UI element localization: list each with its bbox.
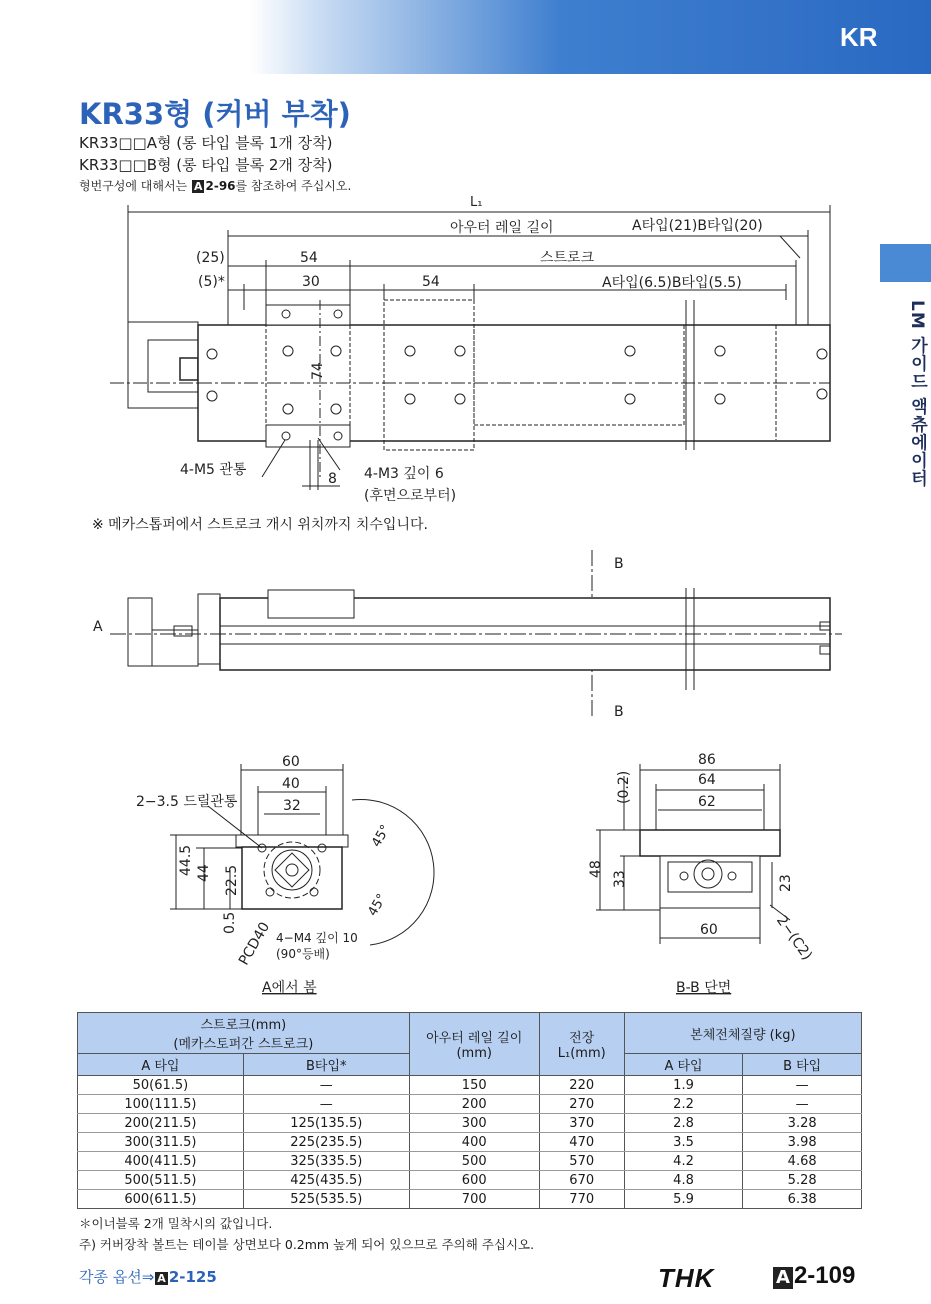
spec-table (77, 1012, 862, 1209)
table-cell: 150 (409, 1076, 539, 1095)
table-cell: 770 (539, 1190, 624, 1209)
table-cell: 200 (409, 1095, 539, 1114)
th-rail-label: 아우터 레일 길이 (426, 1031, 523, 1046)
table-cell: 670 (539, 1171, 624, 1190)
table-row (78, 1114, 862, 1133)
table-cell: 600 (409, 1171, 539, 1190)
subtitle-a: KR33□□A형 (롱 타입 블록 1개 장착) (79, 134, 333, 152)
dim-b-60: 60 (700, 922, 718, 938)
table-cell: — (243, 1095, 409, 1114)
label-m3: 4-M3 깊이 6 (364, 466, 444, 482)
dim-a-0-5: 0.5 (222, 911, 238, 934)
dim-b-48: 48 (588, 860, 604, 878)
table-cell: 300(311.5) (78, 1133, 244, 1152)
page-number (772, 1262, 855, 1290)
caption-view-b: B-B 단면 (676, 980, 732, 996)
table-cell: 600(611.5) (78, 1190, 244, 1209)
th-a-type: A 타입 (78, 1054, 244, 1076)
table-cell: 470 (539, 1133, 624, 1152)
dim-b-0-2: (0.2) (616, 770, 632, 804)
table-cell: 270 (539, 1095, 624, 1114)
table-row (78, 1171, 862, 1190)
table-cell: 500 (409, 1152, 539, 1171)
ref-suffix: 를 참조하여 주십시오. (235, 179, 352, 193)
page-title: KR33형 (커버 부착) (79, 97, 351, 131)
side-index-label[interactable]: LM 가이드 액츄에이터 (907, 300, 927, 488)
dim-b-86: 86 (698, 752, 716, 768)
table-cell: 50(61.5) (78, 1076, 244, 1095)
dim-a-32: 32 (283, 798, 301, 814)
dim-b-64: 64 (698, 772, 716, 788)
section-a-mark: A (93, 619, 103, 635)
dim-stroke: 스트로크 (540, 250, 595, 266)
th-stroke (78, 1013, 410, 1054)
dim-a-22-5: 22.5 (224, 864, 240, 896)
table-cell: 400(411.5) (78, 1152, 244, 1171)
table-cell: 225(235.5) (243, 1133, 409, 1152)
th-length (539, 1013, 624, 1076)
table-cell: 6.38 (743, 1190, 862, 1209)
table-cell: 100(111.5) (78, 1095, 244, 1114)
label-c2: 2−(C2) (772, 912, 815, 964)
dim-outer-rail: 아우터 레일 길이 (450, 220, 554, 236)
table-cell: 300 (409, 1114, 539, 1133)
dim-b-33: 33 (612, 870, 628, 888)
label-m4-sub: (90°등배) (276, 947, 330, 961)
dim-b-62: 62 (698, 794, 716, 810)
section-tab[interactable]: KR (840, 22, 878, 52)
table-cell: 525(535.5) (243, 1190, 409, 1209)
th-mass-b: B 타입 (743, 1054, 862, 1076)
th-length-label: 전장 (569, 1031, 595, 1046)
label-m5: 4-M5 관통 (180, 462, 247, 478)
table-row (78, 1076, 862, 1095)
ref-badge: A (193, 180, 203, 193)
th-mass-a: A 타입 (624, 1054, 743, 1076)
th-stroke-sub: (메카스토퍼간 스트로크) (173, 1037, 314, 1052)
table-cell: 2.2 (624, 1095, 743, 1114)
table-cell: 500(511.5) (78, 1171, 244, 1190)
table-cell: 5.9 (624, 1190, 743, 1209)
ref-prefix: 형번구성에 대해서는 (79, 179, 191, 193)
dim-30: 30 (302, 274, 320, 290)
table-cell: 4.2 (624, 1152, 743, 1171)
dim-54b: 54 (422, 274, 440, 290)
angle-45-top: 45° (369, 822, 394, 850)
table-row (78, 1095, 862, 1114)
label-pcd40: PCD40 (235, 919, 274, 969)
dim-a-44: 44 (196, 864, 212, 882)
page-number-text: 2-109 (793, 1262, 856, 1289)
table-cell: 3.5 (624, 1133, 743, 1152)
subtitle-b: KR33□□B형 (롱 타입 블록 2개 장착) (79, 156, 333, 174)
table-cell: — (743, 1076, 862, 1095)
table-cell: — (743, 1095, 862, 1114)
table-cell: — (243, 1076, 409, 1095)
options-ref[interactable]: 2-125 (168, 1268, 217, 1286)
dim-b-23: 23 (778, 874, 794, 892)
label-m3-sub: (후면으로부터) (364, 488, 457, 504)
dim-74: 74 (310, 362, 326, 380)
table-row (78, 1190, 862, 1209)
table-cell: 425(435.5) (243, 1171, 409, 1190)
table-cell: 125(135.5) (243, 1114, 409, 1133)
angle-45-bottom: 45° (365, 891, 390, 919)
dim-ab-21-20: A타입(21)B타입(20) (632, 218, 763, 234)
th-rail-unit: (mm) (456, 1046, 492, 1061)
dim-8: 8 (328, 471, 337, 487)
table-cell: 370 (539, 1114, 624, 1133)
options-link[interactable] (79, 1266, 217, 1287)
label-drill: 2−3.5 드릴관통 (136, 794, 238, 810)
table-row (78, 1133, 862, 1152)
table-cell: 400 (409, 1133, 539, 1152)
spec-table-body (78, 1076, 862, 1209)
footnote-2: 주) 커버장착 볼트는 테이블 상면보다 0.2mm 높게 되어 있으므로 주의해 주십시오. (79, 1237, 535, 1252)
table-row (78, 1152, 862, 1171)
th-b-type: B타입* (243, 1054, 409, 1076)
dim-L1: L₁ (470, 195, 483, 210)
dim-ab-65-55: A타입(6.5)B타입(5.5) (602, 275, 742, 291)
table-cell: 3.98 (743, 1133, 862, 1152)
table-cell: 4.8 (624, 1171, 743, 1190)
page-badge: A (773, 1267, 793, 1289)
dim-5: (5)* (198, 274, 225, 290)
table-cell: 2.8 (624, 1114, 743, 1133)
dim-a-40: 40 (282, 776, 300, 792)
table-cell: 4.68 (743, 1152, 862, 1171)
table-cell: 220 (539, 1076, 624, 1095)
table-cell: 5.28 (743, 1171, 862, 1190)
table-cell: 200(211.5) (78, 1114, 244, 1133)
dim-a-60: 60 (282, 754, 300, 770)
dim-a-44-5: 44.5 (178, 844, 194, 876)
section-b-mark-top: B (614, 556, 624, 572)
thk-logo: THK (658, 1263, 715, 1293)
table-cell: 1.9 (624, 1076, 743, 1095)
section-b-mark-bottom: B (614, 704, 624, 720)
label-m4: 4−M4 깊이 10 (276, 931, 358, 945)
table-cell: 570 (539, 1152, 624, 1171)
options-badge: A (157, 1272, 166, 1285)
table-cell: 700 (409, 1190, 539, 1209)
footnote-1: ＊이너블록 2개 밀착시의 값입니다. (79, 1216, 273, 1231)
caption-view-a: A에서 봄 (262, 980, 317, 996)
dim-25: (25) (196, 250, 225, 266)
ref-link[interactable]: 2-96 (205, 179, 236, 193)
th-rail (409, 1013, 539, 1076)
th-length-unit: L₁(mm) (557, 1046, 606, 1061)
stroke-note: ※ 메카스톱퍼에서 스트로크 개시 위치까지 치수입니다. (92, 517, 428, 533)
table-cell: 3.28 (743, 1114, 862, 1133)
th-mass: 본체전체질량 (kg) (624, 1013, 861, 1054)
dim-54a: 54 (300, 250, 318, 266)
options-label: 각종 옵션⇒ (79, 1268, 155, 1286)
th-stroke-label: 스트로크(mm) (200, 1018, 287, 1033)
table-cell: 325(335.5) (243, 1152, 409, 1171)
